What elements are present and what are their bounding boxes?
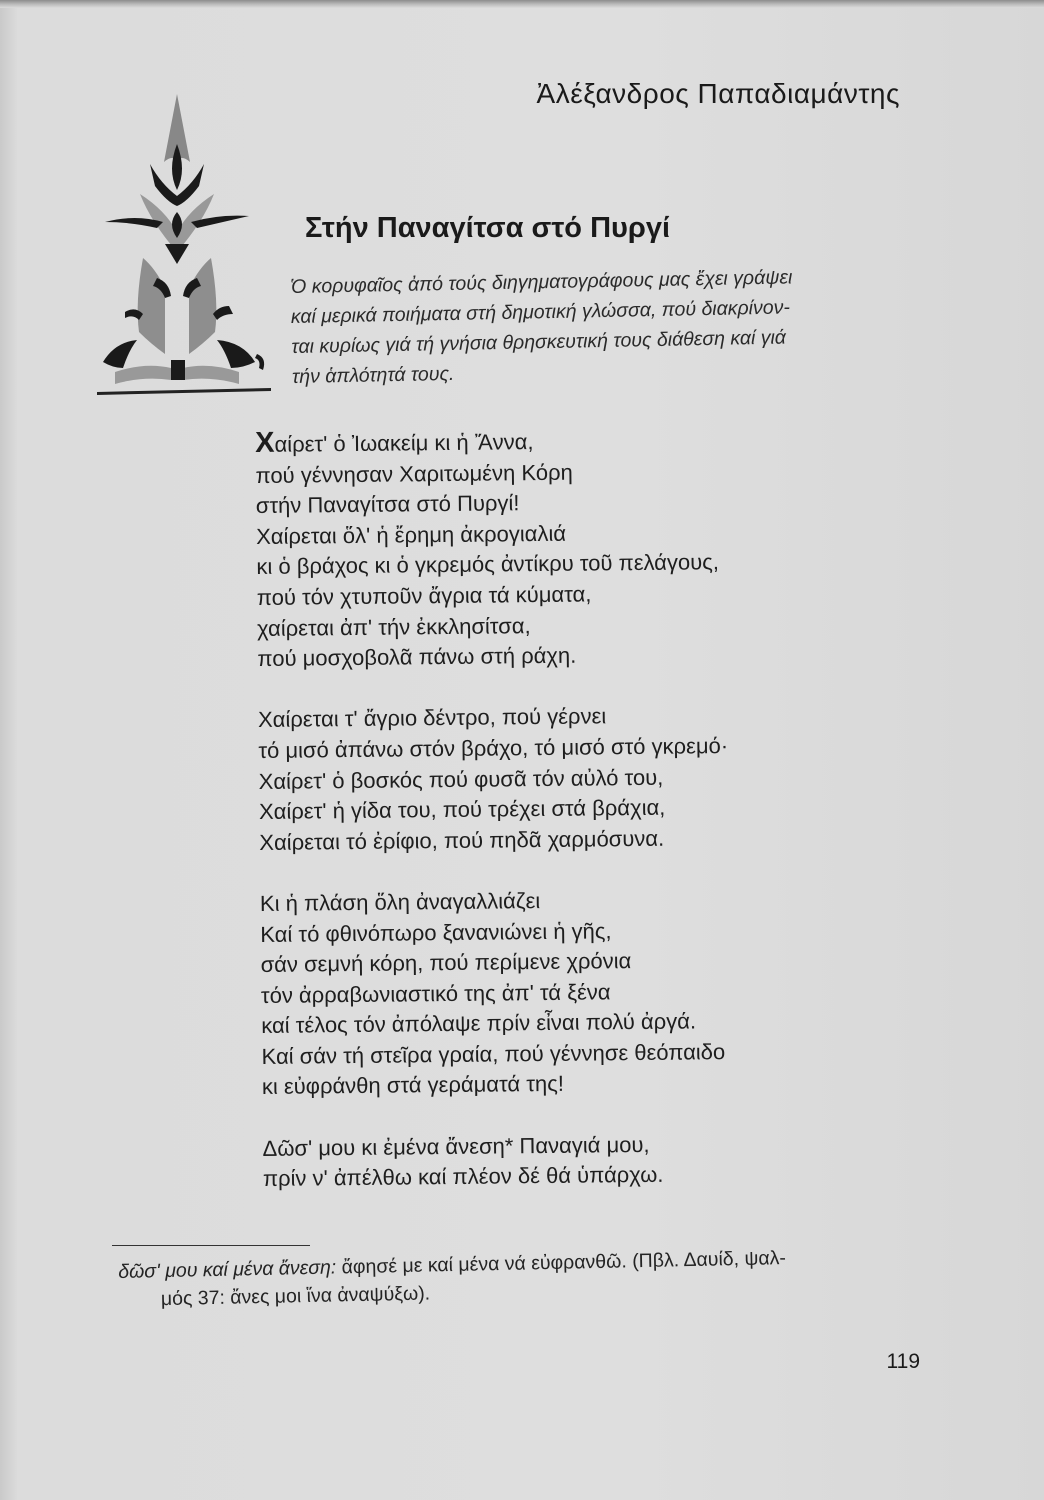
footnote-divider <box>112 1245 310 1246</box>
poem-line: κι ὁ βράχος κι ὁ γκρεμός ἀντίκρυ τοῦ πελάγους, <box>256 549 720 580</box>
first-line-text: αίρετ' ὁ Ἰωακείμ κι ἡ Ἄννα, <box>274 429 534 457</box>
poem-line: πού τόν χτυποῦν ἄγρια τά κύματα, <box>256 581 592 610</box>
poem-line: καί τέλος τόν ἀπόλαψε πρίν εἶναι πολύ ἀργά. <box>261 1008 697 1039</box>
poem-line: Χαίρετ' ἡ γίδα του, πού τρέχει στά βράχια, <box>258 794 666 825</box>
ornament-icon <box>95 92 275 402</box>
intro-line: Ὁ κορυφαῖος ἀπό τούς διηγηματογράφους μας ἔχει γράψει <box>290 266 793 298</box>
poem-line: Χαίρετ' ὁ βοσκός πού φυσᾶ τόν αὐλό του, <box>258 764 664 794</box>
intro-paragraph <box>290 260 932 392</box>
poem-line: Καί σάν τή στεῖρα γραία, πού γέννησε θεόπαιδο <box>261 1038 726 1069</box>
page-top-edge <box>0 0 1044 8</box>
footnote <box>118 1241 929 1314</box>
poem-title: Στήν Παναγίτσα στό Πυργί <box>305 212 671 244</box>
poem-line: πού μοσχοβολᾶ πάνω στή ράχη. <box>257 642 577 672</box>
poem-line: σάν σεμνή κόρη, πού περίμενε χρόνια <box>260 948 632 978</box>
page-number: 119 <box>886 1350 920 1373</box>
stanza-4 <box>262 1127 923 1195</box>
poem-line: Χαίρεται τ' ἄγριο δέντρο, πού γέρνει <box>257 703 607 733</box>
poem-line: τόν ἀρραβωνιαστικό της ἀπ' τά ξένα <box>260 978 611 1008</box>
poem-line: τό μισό ἀπάνω στόν βράχο, τό μισό στό γκρεμό· <box>258 733 729 763</box>
drop-cap: Χ <box>254 426 275 459</box>
footnote-line-2: μός 37: ἄνες μοι ἵνα ἀναψύξω). <box>160 1282 431 1311</box>
footnote-term: δῶσ' μου καί μένα ἄνεση: <box>118 1256 337 1283</box>
intro-line: τήν ἁπλότητά τους. <box>291 362 455 388</box>
poem-line: Χαίρεται ὅλ' ἡ ἔρημη ἀκρογιαλιά <box>256 520 567 549</box>
poem-line: Δῶσ' μου κι ἐμένα ἄνεση* Παναγιά μου, <box>262 1131 650 1161</box>
poem-body <box>255 421 923 1225</box>
poem-line: χαίρεται ἀπ' τήν ἐκκλησίτσα, <box>256 612 531 641</box>
stanza-3 <box>260 882 922 1103</box>
poem-line: Κι ἡ πλάση ὅλη ἀναγαλλιάζει <box>259 887 541 916</box>
author-name: Ἀλέξανδρος Παπαδιαμάντης <box>536 78 900 109</box>
footnote-text: ἄφησέ με καί μένα νά εὐφρανθῶ. (Πβλ. Δαυίδ, ψαλ- <box>335 1247 787 1279</box>
poem-line: πού γέννησαν Χαριτωμένη Κόρη <box>255 459 573 488</box>
poem-line: στήν Παναγίτσα στό Πυργί! <box>255 490 520 519</box>
poem-line: Χαίρεται τό ἐρίφιο, πού πηδᾶ χαρμόσυνα. <box>259 825 665 855</box>
poem-line: κι εὐφράνθη στά γεράματά της! <box>261 1071 565 1100</box>
stanza-2 <box>258 698 920 858</box>
poem-line: Καί τό φθινόπωρο ξανανιώνει ἡ γῆς, <box>260 917 612 947</box>
intro-line: καί μερικά ποιήματα στή δημοτική γλώσσα, πού διακρίνον- <box>290 296 791 328</box>
poem-line: πρίν ν' ἀπέλθω καί πλέον δέ θά ὑπάρχω. <box>262 1162 664 1192</box>
stanza-1 <box>255 421 918 675</box>
intro-line: ται κυρίως γιά τή γνήσια θρησκευτική τους διάθεση καί γιά <box>291 326 787 358</box>
